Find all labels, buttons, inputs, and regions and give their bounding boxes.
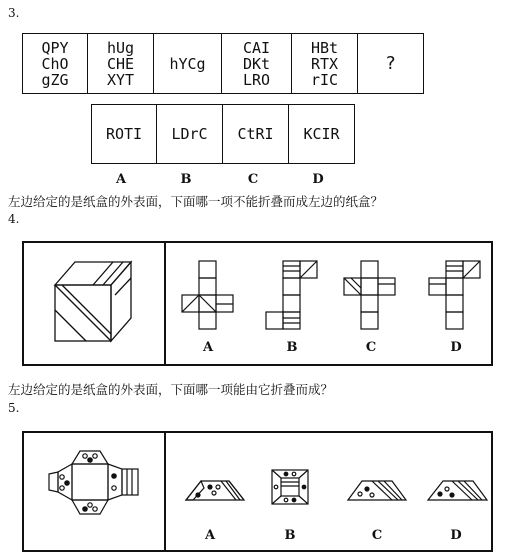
q4-label-b: B bbox=[286, 340, 298, 355]
q3-seq-line: hYCg bbox=[169, 54, 206, 73]
q4-intro: 左边给定的是纸盒的外表面，下面哪一项不能折叠而成左边的纸盒？ bbox=[8, 194, 384, 209]
q3-seq-line: XYT bbox=[106, 70, 135, 89]
q3-seq-line: DKt bbox=[242, 54, 271, 73]
q3-seq-line: ChO bbox=[41, 54, 69, 73]
q3-seq-line: RTX bbox=[310, 54, 339, 73]
q3-seq-line: CAI bbox=[242, 38, 271, 57]
q3-label-b: B bbox=[180, 172, 192, 187]
q3-seq-line: QPY bbox=[41, 38, 69, 57]
q3-label-c: C bbox=[247, 172, 259, 187]
q3-seq-line: HBt bbox=[310, 38, 339, 57]
q5-label-d: D bbox=[450, 528, 462, 543]
q4-label-a: A bbox=[202, 340, 214, 355]
q3-label-d: D bbox=[312, 172, 324, 187]
q3-seq-line: rIC bbox=[310, 70, 339, 89]
q4-number: 4. bbox=[8, 212, 20, 226]
q3-seq-line: gZG bbox=[41, 70, 69, 89]
q5-label-b: B bbox=[284, 528, 296, 543]
q4-label-d: D bbox=[450, 340, 462, 355]
q3-option-text: ROTI bbox=[105, 125, 143, 143]
q3-number: 3. bbox=[8, 6, 20, 20]
q4-label-c: C bbox=[365, 340, 377, 355]
q3-label-a: A bbox=[115, 172, 127, 187]
q5-label-a: A bbox=[204, 528, 216, 543]
question-mark: ? bbox=[385, 52, 396, 74]
q5-number: 5. bbox=[8, 401, 20, 415]
q3-seq-line: CHE bbox=[106, 54, 135, 73]
q3-seq-line: LRO bbox=[242, 70, 271, 89]
q5-label-c: C bbox=[371, 528, 383, 543]
q5-intro: 左边给定的是纸盒的外表面，下面哪一项能由它折叠而成？ bbox=[8, 382, 334, 397]
q3-option-text: LDrC bbox=[171, 125, 208, 143]
q3-option-text: CtRI bbox=[237, 125, 274, 143]
q3-seq-line: hUg bbox=[106, 38, 135, 57]
q3-option-text: KCIR bbox=[303, 125, 340, 143]
